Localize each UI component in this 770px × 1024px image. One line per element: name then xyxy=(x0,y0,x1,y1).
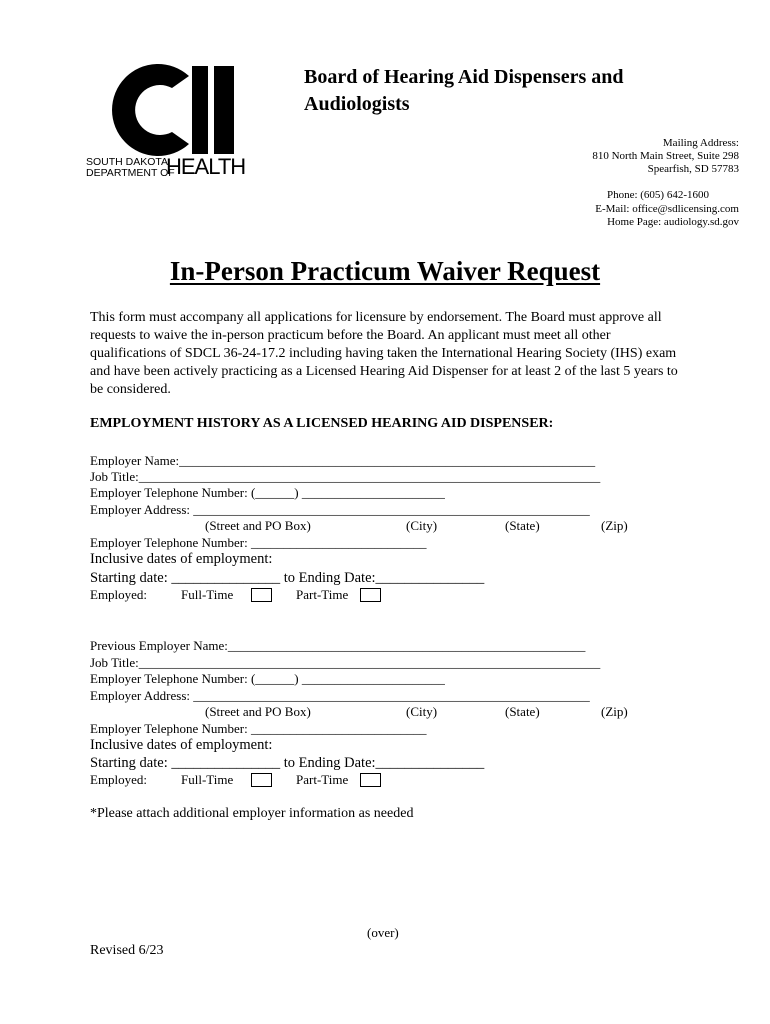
street-label: (Street and PO Box) xyxy=(205,518,311,533)
intro-paragraph: This form must accompany all applications for licensure by endorsement. The Board must approve all requests to waive the in-person practicum before the Board. An applicant must meet all other qualifications of SDCL 36-24-17.2 including having taken the International Hearing Society (IHS) exam and have been actively practicing as a Licensed Hearing Aid Dispenser for at least 2 of the last 5 years to be considered. xyxy=(90,310,678,397)
contact-email: E-Mail: office@sdlicensing.com xyxy=(595,203,739,215)
mailing-address-city: Spearfish, SD 57783 xyxy=(647,163,739,175)
zip-label: (Zip) xyxy=(601,704,628,719)
form-title: In-Person Practicum Waiver Request xyxy=(169,256,601,286)
logo-text-department-of: DEPARTMENT OF xyxy=(86,167,175,179)
job-title-field[interactable]: Job Title:_______________________________________________________________________ xyxy=(90,469,601,484)
mailing-address-street: 810 North Main Street, Suite 298 xyxy=(592,150,739,162)
previous-part-time-checkbox[interactable] xyxy=(360,773,381,787)
inclusive-dates-label: Inclusive dates of employment: xyxy=(90,551,273,567)
employer-name-field[interactable]: Employer Name:________________________________________________________________ xyxy=(90,453,596,468)
employer-address-field[interactable]: Employer Address: _____________________________________________________________ xyxy=(90,502,590,517)
previous-job-title-field[interactable]: Job Title:_______________________________________________________________________ xyxy=(90,655,601,670)
previous-full-time-checkbox[interactable] xyxy=(251,773,272,787)
full-time-label: Full-Time xyxy=(181,587,234,602)
previous-employed-label: Employed: xyxy=(90,772,148,787)
employer-phone-field[interactable]: Employer Telephone Number: (______) ______________________ xyxy=(90,485,445,500)
previous-inclusive-dates-label: Inclusive dates of employment: xyxy=(90,737,273,753)
state-label: (State) xyxy=(505,704,540,719)
previous-full-time-label: Full-Time xyxy=(181,772,234,787)
board-name: Board of Hearing Aid Dispensers and Audiologists xyxy=(304,66,624,115)
logo-text-health: HEALTH xyxy=(166,154,246,179)
zip-label: (Zip) xyxy=(601,518,628,533)
city-label: (City) xyxy=(406,518,438,533)
previous-employer-address-field[interactable]: Employer Address: _____________________________________________________________ xyxy=(90,688,590,703)
previous-employer-phone-field[interactable]: Employer Telephone Number: (______) ______________________ xyxy=(90,671,445,686)
previous-employer-phone-field-2[interactable]: Employer Telephone Number: ___________________________ xyxy=(90,721,427,736)
section-heading: EMPLOYMENT HISTORY AS A LICENSED HEARING AID DISPENSER: xyxy=(90,416,554,431)
street-label: (Street and PO Box) xyxy=(205,704,311,719)
state-label: (State) xyxy=(505,518,540,533)
logo-text-south-dakota: SOUTH DAKOTA xyxy=(86,156,169,168)
contact-phone: Phone: (605) 642-1600 xyxy=(606,189,709,201)
employed-label: Employed: xyxy=(90,587,148,602)
city-label: (City) xyxy=(406,704,438,719)
part-time-checkbox[interactable] xyxy=(360,588,381,602)
start-end-date-field[interactable]: Starting date: _______________ to Ending Date:_______________ xyxy=(90,570,485,586)
mailing-address-label: Mailing Address: xyxy=(662,137,739,149)
previous-employer-name-field[interactable]: Previous Employer Name:_______________________________________________________ xyxy=(90,638,586,653)
contact-homepage: Home Page: audiology.sd.gov xyxy=(607,216,739,228)
full-time-checkbox[interactable] xyxy=(251,588,272,602)
previous-start-end-date-field[interactable]: Starting date: _______________ to Ending Date:_______________ xyxy=(90,755,485,771)
over-label: (over) xyxy=(367,925,399,940)
previous-part-time-label: Part-Time xyxy=(296,772,349,787)
attachment-note: *Please attach additional employer information as needed xyxy=(90,806,414,821)
part-time-label: Part-Time xyxy=(296,587,349,602)
employer-phone-field-2[interactable]: Employer Telephone Number: ___________________________ xyxy=(90,535,427,550)
revised-date: Revised 6/23 xyxy=(90,943,164,958)
